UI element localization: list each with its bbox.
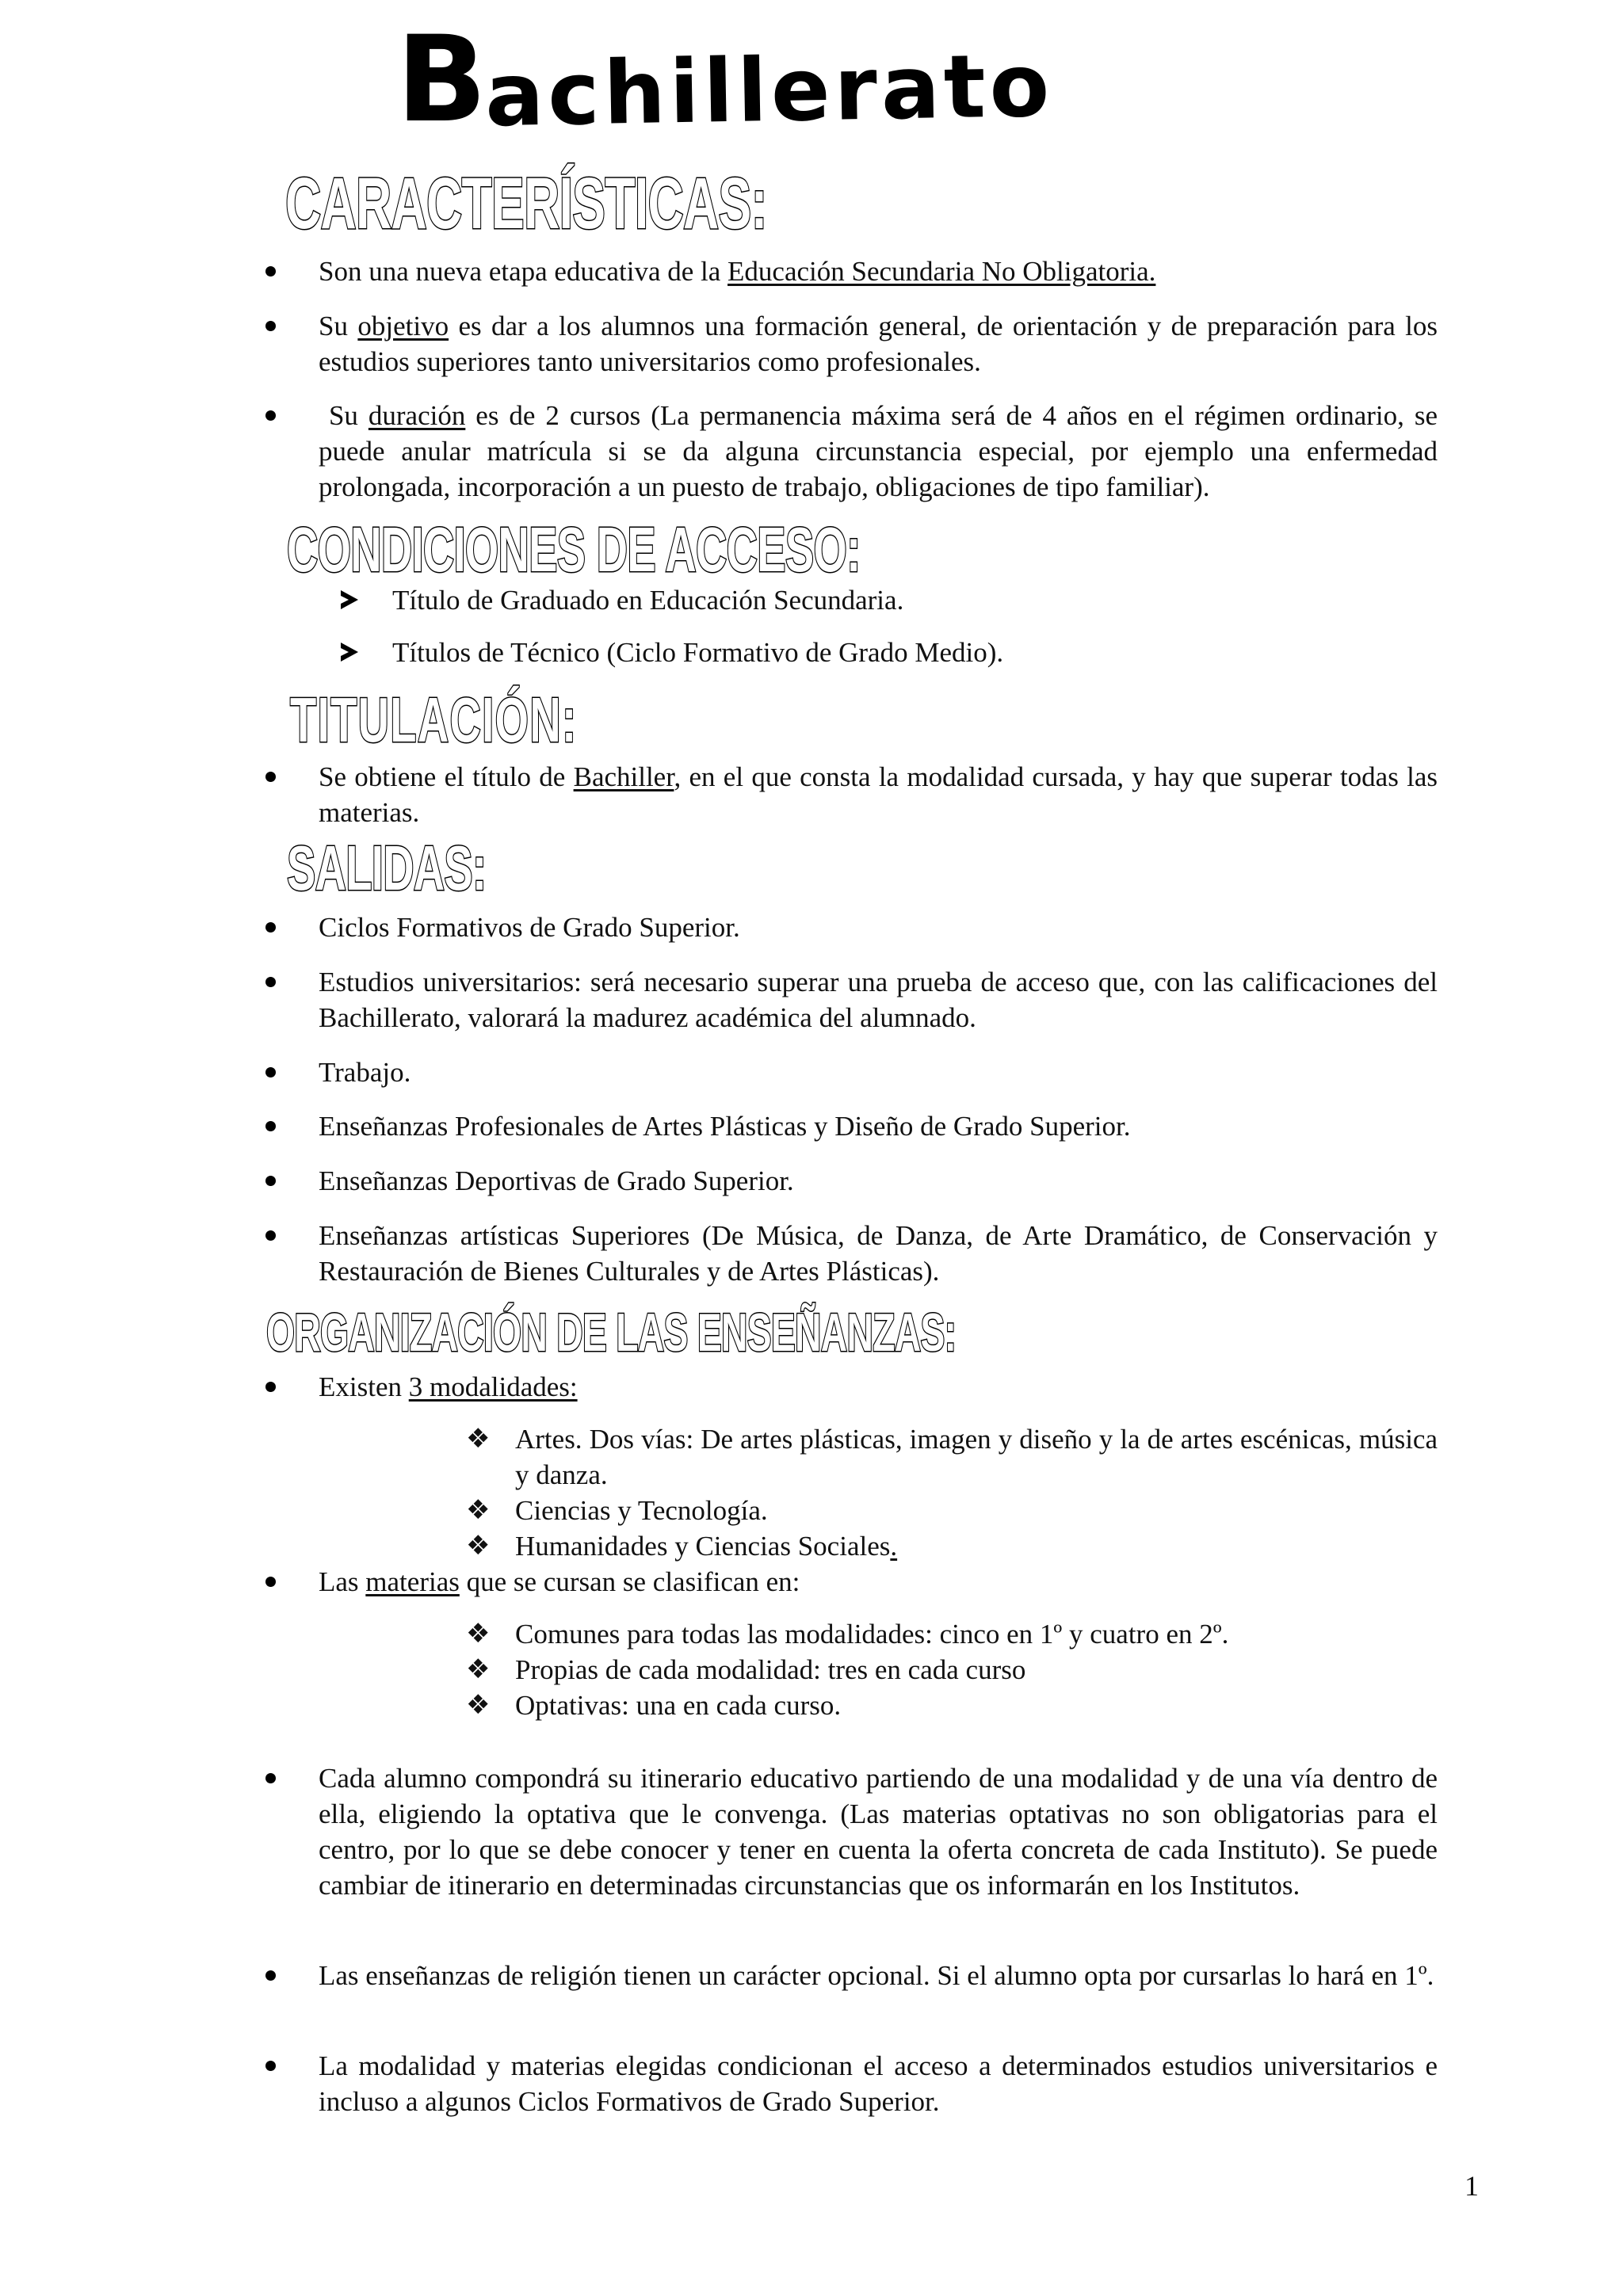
organizacion-item-1: Existen 3 modalidades: [319,1371,578,1402]
organizacion-paragraph-3: La modalidad y materias elegidas condicionan el acceso a determinados estudios universitarios e incluso a algunos Ciclos Formativos de Grado Superior. [319,2050,1438,2117]
four-diamond-icon: ❖ [466,1618,491,1650]
bullet-icon [265,1121,276,1131]
bullet-icon [265,1230,276,1241]
arrow-bullet-icon [341,643,358,662]
salidas-item-6: Enseñanzas artísticas Superiores (De Música, de Danza, de Arte Dramático, de Conservación y Restauración de Bienes Culturales y de Artes Plásticas). [319,1220,1438,1287]
bullet-icon [265,772,276,782]
caracteristicas-item-3: Su duración es de 2 cursos (La permanencia máxima será de 4 años en el régimen ordinario, se puede anular matrícula si se da alguna circunstancia especial, por ejemplo una enfermedad prolongada, incorporación a un puesto de trabajo, obligaciones de tipo familiar). [319,400,1438,502]
modalidad-item-2: Ciencias y Tecnología. [515,1495,768,1526]
bullet-icon [265,321,276,331]
bullet-icon [265,1577,276,1587]
bullet-icon [265,977,276,987]
bullet-icon [265,2061,276,2071]
modalidad-item-3: Humanidades y Ciencias Sociales. [515,1531,898,1562]
bullet-icon [265,410,276,421]
condiciones-item-2: Títulos de Técnico (Ciclo Formativo de Grado Medio). [392,637,1004,668]
organizacion-paragraph-1: Cada alumno compondrá su itinerario educativo partiendo de una modalidad y de una vía dentro de ella, eligiendo la optativa que le convenga. (Las materias optativas no son obligatorias para el centro, por lo que se debe conocer y tener en cuenta la oferta concreta de cada Instituto). Se puede cambiar de itinerario en determinadas circunstancias que os informarán en los Institutos. [319,1763,1438,1901]
titulacion-item-1: Se obtiene el título de Bachiller, en el que consta la modalidad cursada, y hay que superar todas las materias. [319,761,1438,828]
salidas-item-3: Trabajo. [319,1057,411,1088]
salidas-item-1: Ciclos Formativos de Grado Superior. [319,912,740,943]
bullet-icon [265,1773,276,1783]
heading-salidas: SALIDAS: [287,833,487,903]
heading-titulacion: TITULACIÓN: [290,685,578,755]
bullet-icon [265,266,276,277]
four-diamond-icon: ❖ [466,1530,491,1562]
bullet-icon [265,1067,276,1077]
four-diamond-icon: ❖ [466,1689,491,1721]
organizacion-item-2: Las materias que se cursan se clasifican en: [319,1566,800,1597]
title-initial: B [396,11,491,149]
four-diamond-icon: ❖ [466,1494,491,1526]
salidas-item-4: Enseñanzas Profesionales de Artes Plásticas y Diseño de Grado Superior. [319,1111,1131,1142]
page-number: 1 [1465,2170,1479,2202]
bullet-icon [265,1382,276,1392]
arrow-bullet-icon [341,590,358,609]
bullet-icon [265,922,276,933]
document-title [396,11,1268,149]
bullet-icon [265,1970,276,1981]
materia-item-1: Comunes para todas las modalidades: cinco en 1º y cuatro en 2º. [515,1619,1229,1650]
title-rest: achillerato [483,34,1055,147]
materia-item-3: Optativas: una en cada curso. [515,1690,842,1721]
heading-organizacion: ORGANIZACIÓN DE LAS ENSEÑANZAS: [266,1302,957,1363]
caracteristicas-item-1: Son una nueva etapa educativa de la Educación Secundaria No Obligatoria. [319,256,1156,287]
salidas-item-5: Enseñanzas Deportivas de Grado Superior. [319,1165,794,1196]
materia-item-2: Propias de cada modalidad: tres en cada curso [515,1654,1026,1685]
salidas-item-2: Estudios universitarios: será necesario superar una prueba de acceso que, con las calificaciones del Bachillerato, valorará la madurez académica del alumnado. [319,967,1438,1033]
link-text: Educación Secundaria No Obligatoria. [727,256,1156,287]
modalidad-item-1: Artes. Dos vías: De artes plásticas, imagen y diseño y la de artes escénicas, música y danza. [515,1424,1438,1490]
bullet-icon [265,1176,276,1186]
heading-condiciones: CONDICIONES DE ACCESO: [287,514,861,585]
heading-caracteristicas: CARACTERÍSTICAS: [285,163,767,244]
four-diamond-icon: ❖ [466,1653,491,1685]
caracteristicas-item-2: Su objetivo es dar a los alumnos una formación general, de orientación y de preparación para los estudios superiores tanto universitarios como profesionales. [319,311,1438,377]
four-diamond-icon: ❖ [466,1423,491,1455]
condiciones-item-1: Título de Graduado en Educación Secundaria. [392,585,904,616]
organizacion-paragraph-2: Las enseñanzas de religión tienen un carácter opcional. Si el alumno opta por cursarlas lo hará en 1º. [319,1960,1434,1991]
